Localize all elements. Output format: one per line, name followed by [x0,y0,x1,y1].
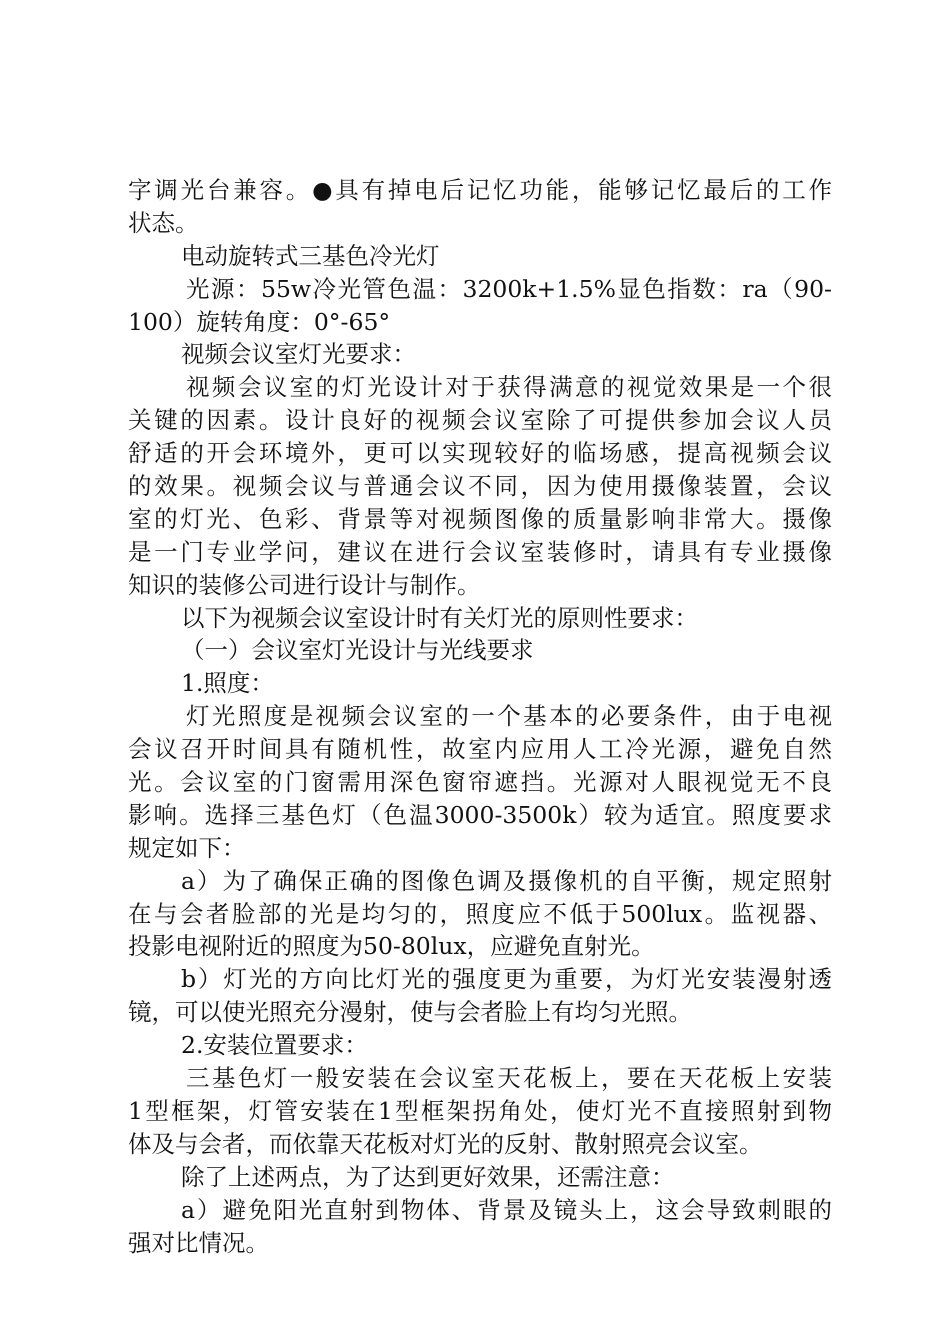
text-line: 光。会议室的门窗需用深色窗帘遮挡。光源对人眼视觉无不良 [128,768,832,797]
text-line: 是一门专业学问，建议在进行会议室装修时，请具有专业摄像 [128,537,832,566]
text-line: 视频会议室的灯光设计对于获得满意的视觉效果是一个很 [186,373,832,402]
text-line: 灯光照度是视频会议室的一个基本的必要条件，由于电视 [186,702,832,731]
text-line: b）灯光的方向比灯光的强度更为重要，为灯光安装漫射透 [181,965,832,994]
text-line: 的效果。视频会议与普通会议不同，因为使用摄像装置，会议 [128,472,832,501]
text-line: a）避免阳光直射到物体、背景及镜头上，这会导致刺眼的 [181,1195,832,1224]
subsection-heading: 2.安装位置要求： [181,1031,368,1060]
text-line: a）为了确保正确的图像色调及摄像机的自平衡，规定照射 [181,866,832,895]
text-line: 规定如下： [128,833,246,862]
text-line: 知识的装修公司进行设计与制作。 [128,570,481,599]
section-heading: （一）会议室灯光设计与光线要求 [181,636,534,665]
text-line: 100）旋转角度：0°-65° [128,307,391,336]
text-line: 镜，可以使光照充分漫射，使与会者脸上有均匀光照。 [128,998,692,1027]
text-line: 关键的因素。设计良好的视频会议室除了可提供参加会议人员 [128,406,832,435]
text-line: 状态。 [128,208,199,237]
text-line: 影响。选择三基色灯（色温3000-3500k）较为适宜。照度要求 [128,800,832,829]
text-line: 体及与会者，而依靠天花板对灯光的反射、散射照亮会议室。 [128,1129,763,1158]
section-heading: 视频会议室灯光要求： [181,340,416,369]
text-line: 以下为视频会议室设计时有关灯光的原则性要求： [181,603,698,632]
subsection-heading: 1.照度： [181,669,274,698]
body-text [128,174,832,1259]
text-line: 除了上述两点，为了达到更好效果，还需注意： [181,1162,675,1191]
text-line: 三基色灯一般安装在会议室天花板上，要在天花板上安装 [186,1064,832,1093]
text-line: 投影电视附近的照度为50-80lux，应避免直射光。 [128,932,655,961]
text-line: 字调光台兼容。●具有掉电后记忆功能，能够记忆最后的工作 [128,176,832,204]
text-line: 会议召开时间具有随机性，故室内应用人工冷光源，避免自然 [128,735,832,764]
text-line: 1型框架，灯管安装在1型框架拐角处，使灯光不直接照射到物 [128,1096,832,1125]
text-line: 电动旋转式三基色冷光灯 [181,241,440,270]
text-line: 舒适的开会环境外，更可以实现较好的临场感，提高视频会议 [128,439,832,468]
text-line: 光源：55w冷光管色温：3200k+1.5%显色指数：ra（90- [186,274,832,303]
text-line: 室的灯光、色彩、背景等对视频图像的质量影响非常大。摄像 [128,504,832,533]
text-line: 在与会者脸部的光是均匀的，照度应不低于500lux。监视器、 [128,899,832,928]
text-line: 强对比情况。 [128,1228,269,1257]
